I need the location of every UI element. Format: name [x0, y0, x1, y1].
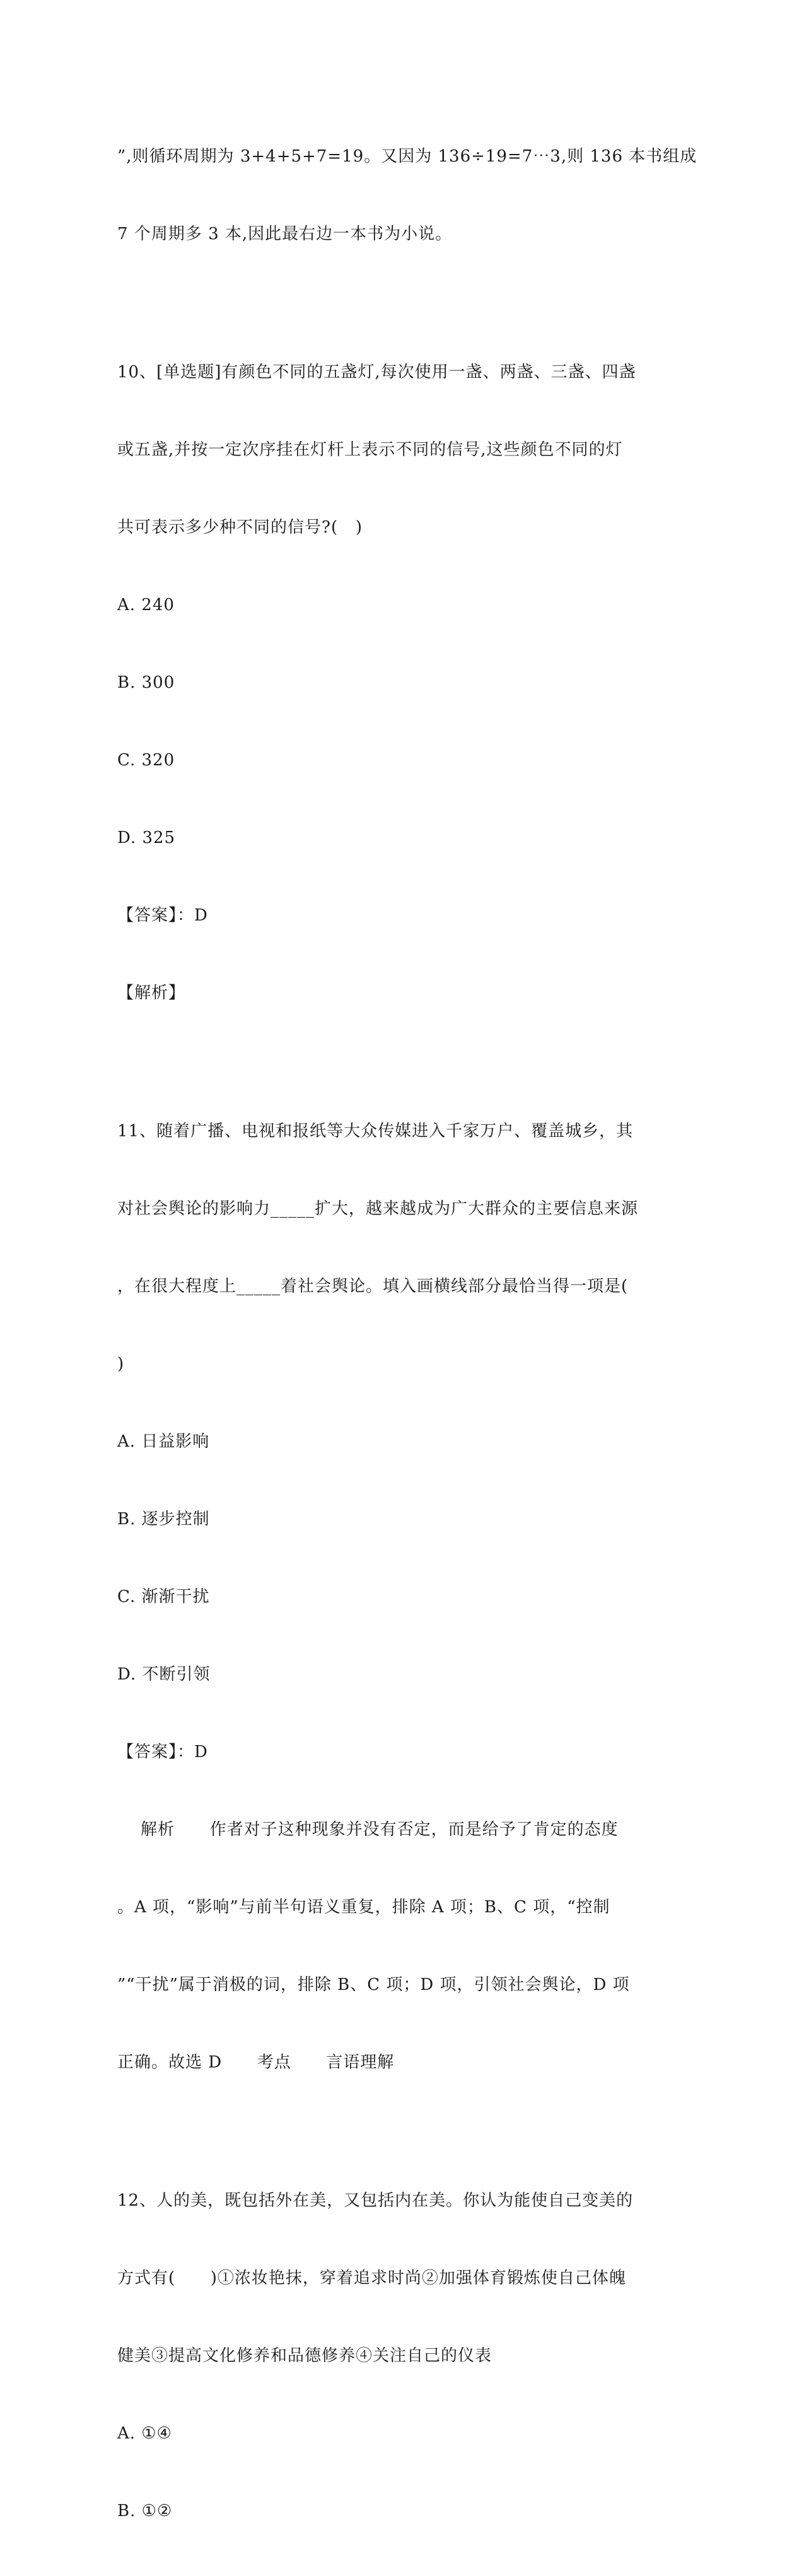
- text-line: ”,则循环周期为 3+4+5+7=19。又因为 136÷19=7⋯3,则 136 本书组成: [117, 147, 697, 166]
- question-12-option-b: B. ①②: [117, 2502, 173, 2520]
- question-12: [117, 2136, 685, 2576]
- question-11-stem-line: 11、随着广播、电视和报纸等大众传媒进入千家万户、覆盖城乡，其: [117, 1122, 634, 1141]
- question-12-option-a: A. ①④: [117, 2424, 172, 2443]
- question-11-analysis-line: 。A 项，“影响”与前半句语义重复，排除 A 项；B、C 项，“控制: [117, 1898, 610, 1917]
- question-12-stem-line: 12、人的美，既包括外在美，又包括内在美。你认为能使自己变美的: [117, 2191, 634, 2210]
- question-10-stem-line: 10、[单选题]有颜色不同的五盏灯,每次使用一盏、两盏、三盏、四盏: [117, 363, 636, 382]
- question-10-option-b: B. 300: [117, 673, 175, 692]
- question-10-stem-line: 或五盏,并按一定次序挂在灯杆上表示不同的信号,这些颜色不同的灯: [117, 440, 623, 459]
- question-9-explanation-tail: [117, 92, 697, 299]
- question-11-option-d: D. 不断引领: [117, 1665, 211, 1684]
- question-11: [117, 1067, 685, 2127]
- question-11-stem-line: 对社会舆论的影响力_____扩大，越来越成为广大群众的主要信息来源: [117, 1199, 639, 1218]
- question-11-stem-line: ): [117, 1355, 125, 1373]
- question-10-analysis-label: 【解析】: [117, 984, 186, 1003]
- question-11-stem-line: ，在很大程度上_____着社会舆论。填入画横线部分最恰当得一项是(: [117, 1277, 629, 1296]
- question-11-option-a: A. 日益影响: [117, 1432, 210, 1451]
- question-10-option-d: D. 325: [117, 828, 176, 847]
- question-10-stem-line: 共可表示多少种不同的信号?( ): [117, 518, 363, 537]
- question-11-analysis-line: 解析 作者对子这种现象并没有否定，而是给予了肯定的态度: [117, 1820, 619, 1839]
- question-10-answer: 【答案】：D: [117, 906, 208, 925]
- question-12-stem-line: 健美③提高文化修养和品德修养④关注自己的仪表: [117, 2346, 492, 2365]
- question-11-analysis-line: ”“干扰”属于消极的词，排除 B、C 项；D 项，引领社会舆论，D 项: [117, 1975, 630, 1994]
- question-11-option-c: C. 渐渐干扰: [117, 1587, 210, 1606]
- document-page: [117, 92, 697, 2576]
- question-10-option-c: C. 320: [117, 751, 175, 770]
- question-11-analysis-line: 正确。故选 D 考点 言语理解: [117, 2053, 395, 2072]
- text-line: 7 个周期多 3 本,因此最右边一本书为小说。: [117, 225, 453, 244]
- question-10: [117, 308, 685, 1058]
- question-10-option-a: A. 240: [117, 596, 175, 615]
- question-12-stem-line: 方式有( )①浓妆艳抹，穿着追求时尚②加强体育锻炼使自己体魄: [117, 2269, 626, 2288]
- question-11-option-b: B. 逐步控制: [117, 1510, 210, 1529]
- question-11-answer: 【答案】：D: [117, 1743, 208, 1761]
